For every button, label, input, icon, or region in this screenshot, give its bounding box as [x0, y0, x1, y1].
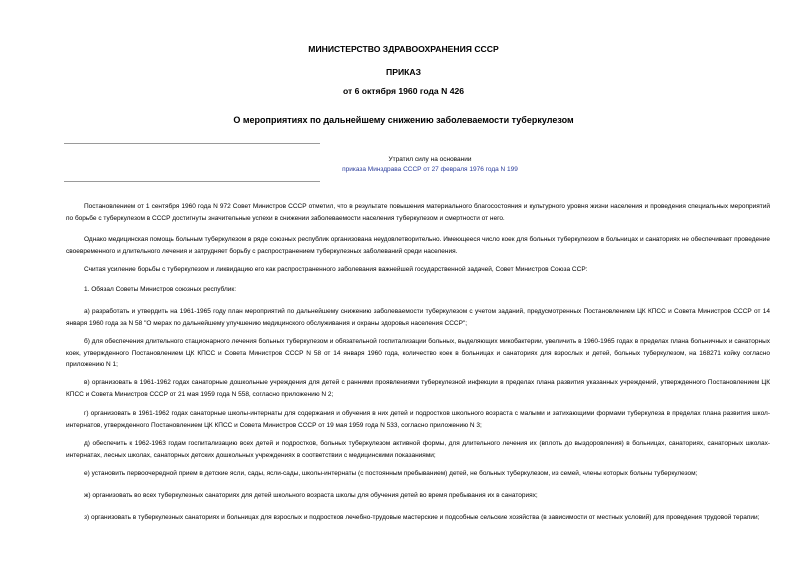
date-number: от 6 октября 1960 года N 426 [342, 86, 465, 96]
paragraph-item-zh: ж) организовать во всех туберкулезных санаториях для детей школьного возраста школы для обучения детей во время пребывания их в санаториях; [84, 492, 538, 499]
document-title: О мероприятиях по дальнейшему снижению заболеваемости туберкулезом [233, 115, 574, 125]
status-note: Утратил силу на основании [388, 156, 472, 163]
divider-bottom [64, 181, 320, 182]
divider-top [64, 143, 320, 144]
paragraph-item-z: з) организовать в туберкулезных санаториях и больницах для взрослых и подростков лечебно-трудовые мастерские и подсобные сельские хозяйства (в зависимости от местных условий) для проведения трудовой терапии; [84, 514, 760, 521]
repeal-order-link[interactable]: приказа Минздрава СССР от 27 февраля 1976 года N 199 [342, 166, 518, 173]
paragraph-item-d: д) обеспечить к 1962-1963 годам госпитализацию всех детей и подростков, больных туберкулезом активной формы, для длительного лечения их (вплоть до выздоровления) в больницах, санаториях, санаторных школах-интернатах, лесных школах, санаторных детских дошкольных учреждениях в соответствии с медицинскими показаниями; [66, 440, 770, 459]
paragraph-item-e: е) установить первоочередной прием в детские ясли, сады, ясли-сады, школы-интернаты (с постоянным пребыванием) детей, не больных туберкулезом, из семей, члены которых больны туберкулезом; [84, 470, 698, 477]
paragraph-item-b: б) для обеспечения длительного стационарного лечения больных туберкулезом и обязательной госпитализации больных, выделяющих микобактерии, увеличить в 1960-1965 годах в пределах плана больничных и санаторных коек, утвержденного Постановлением ЦК КПСС и Совета Министров СССР N 58 от 14 января 1960 года, количество коек в больницах и санаториях для взрослых и детей, больных туберкулезом, на 168271 койку согласно приложению N 1; [66, 338, 770, 368]
paragraph-item-v: в) организовать в 1961-1962 годах санаторные дошкольные учреждения для детей с ранними проявлениями туберкулезной инфекции в пределах плана развития указанных учреждений, утвержденного Постановлением ЦК КПСС и Совета Министров СССР от 21 мая 1959 года N 558, согласно приложению N 2; [66, 379, 770, 398]
ministry-heading: МИНИСТЕРСТВО ЗДРАВООХРАНЕНИЯ СССР [308, 44, 499, 54]
paragraph-item-1: 1. Обязал Советы Министров союзных республик: [84, 286, 237, 293]
paragraph-considering: Считая усиление борьбы с туберкулезом и ликвидацию его как распространенного заболевания важнейшей государственной задачей, Совет Министров Союза ССР: [84, 266, 588, 273]
document-type: ПРИКАЗ [386, 67, 421, 77]
paragraph-item-g: г) организовать в 1961-1962 годах санаторные школы-интернаты для содержания и обучения в них детей и подростков школьного возраста с малыми и затихающими формами туберкулеза в пределах плана развития школ-интернатов, утвержденного Постановлением ЦК КПСС и Совета Министров СССР от 19 мая 1959 года N 533, согласно приложению N 3; [66, 410, 770, 429]
paragraph-item-a: а) разработать и утвердить на 1961-1965 году план мероприятий по дальнейшему снижению заболеваемости туберкулезом с учетом заданий, предусмотренных Постановлением ЦК КПСС и Совета Министров СССР от 14 января 1960 года за N 58 "О мерах по дальнейшему улучшению медицинского обслуживания и охраны здоровья населения СССР"; [66, 308, 770, 327]
paragraph-however: Однако медицинская помощь больным туберкулезом в ряде союзных республик организована неудовлетворительно. Имеющееся число коек для больных туберкулезом в больницах и санаториях не обеспечивает проведение своевременного и длительного лечения и затрудняет борьбу с распространением туберкулезных заболеваний среди населения. [66, 236, 770, 255]
paragraph-intro: Постановлением от 1 сентября 1960 года N 972 Совет Министров СССР отметил, что в результате повышения материального благосостояния и культурного уровня жизни населения и проведения специальных мероприятий по борьбе с туберкулезом в СССР достигнуты значительные успехи в снижении заболеваемости населения туберкулезом и смертности от него. [66, 203, 770, 222]
